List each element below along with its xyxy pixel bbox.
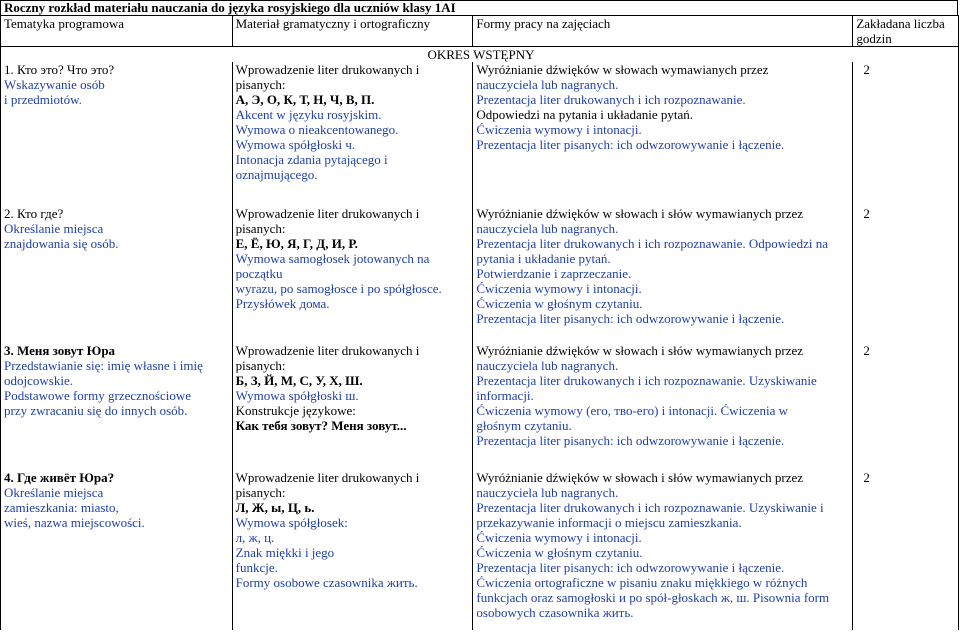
topic-line: wieś, nazwa miejscowości. <box>4 515 145 530</box>
material-line: Wymowa samogłosek jotowanych na <box>235 251 430 266</box>
table-row <box>1 62 959 206</box>
cell-topic <box>1 470 233 630</box>
table-body <box>1 62 959 630</box>
cell-material <box>232 470 473 630</box>
cell-hours: 2 <box>853 62 959 206</box>
material-line: wyrazu, po samogłosce i po spółgłosce. <box>235 281 442 296</box>
material-line: pisanych: <box>235 358 286 373</box>
material-line: Wymowa spółgłoski ч. <box>235 137 356 152</box>
cell-material <box>232 62 473 206</box>
topic-line: Określanie miejsca <box>4 485 104 500</box>
topic-title: 1. Кто это? Что это? <box>4 62 115 77</box>
forms-line: nauczyciela lub nagranych. <box>476 358 619 373</box>
cell-hours: 2 <box>853 470 959 630</box>
material-line: Wprowadzenie liter drukowanych i <box>235 62 420 77</box>
forms-line: przekazywanie informacji o miejscu zamieszkania. <box>476 515 742 530</box>
material-line: funkcje. <box>235 560 278 575</box>
material-line: Л, Ж, ы, Ц, ь. <box>235 500 315 515</box>
forms-line: Ćwiczenia w głośnym czytaniu. <box>476 545 643 560</box>
material-line: А, Э, О, К, Т, Н, Ч, В, П. <box>235 92 375 107</box>
document-title: Roczny rozkład materiału nauczania do języka rosyjskiego dla uczniów klasy 1AI <box>0 0 958 15</box>
topic-title: 4. Где живёт Юра? <box>4 470 115 485</box>
cell-topic <box>1 206 233 343</box>
header-hours: Zakładana liczba godzin <box>853 16 959 47</box>
forms-line: Prezentacja liter drukowanych i ich rozpoznawanie. Odpowiedzi na <box>476 236 828 251</box>
material-line: Przysłówek дома. <box>235 296 330 311</box>
forms-line: Ćwiczenia w głośnym czytaniu. <box>476 296 643 311</box>
forms-line: osobowych czasownika жить. <box>476 605 634 620</box>
material-line: Wymowa spółgłosek: <box>235 515 348 530</box>
material-line: pisanych: <box>235 221 286 236</box>
forms-line: Prezentacja liter pisanych: ich odwzorowywanie i łączenie. <box>476 311 785 326</box>
table-row <box>1 470 959 630</box>
material-line: Wprowadzenie liter drukowanych i <box>235 343 420 358</box>
topic-line: znajdowania się osób. <box>4 236 119 251</box>
cell-topic <box>1 343 233 470</box>
curriculum-table <box>0 15 959 630</box>
material-line: Wymowa spółgłoski ш. <box>235 388 359 403</box>
table-header-row <box>1 16 959 47</box>
header-forms: Formy pracy na zajęciach <box>473 16 853 47</box>
material-line: Wprowadzenie liter drukowanych i <box>235 206 420 221</box>
topic-line: Określanie miejsca <box>4 221 104 236</box>
cell-forms <box>473 206 853 343</box>
forms-line: Ćwiczenia wymowy (его, тво-его) i intonacji. Ćwiczenia w <box>476 403 789 418</box>
forms-line: Prezentacja liter drukowanych i ich rozpoznawanie. <box>476 92 746 107</box>
topic-line: zamieszkania: miasto, <box>4 500 119 515</box>
forms-line: Wyróżnianie dźwięków w słowach i słów wymawianych przez <box>476 206 804 221</box>
forms-line: Prezentacja liter pisanych: ich odwzorowywanie i łączenie. <box>476 560 785 575</box>
material-line: Как тебя зовут? Меня зовут... <box>235 418 407 433</box>
material-line: Akcent w języku rosyjskim. <box>235 107 382 122</box>
forms-line: Ćwiczenia ortograficzne w pisaniu znaku miękkiego w różnych <box>476 575 808 590</box>
forms-line: Prezentacja liter pisanych: ich odwzorowywanie i łączenie. <box>476 433 785 448</box>
forms-line: Ćwiczenia wymowy i intonacji. <box>476 122 642 137</box>
cell-forms <box>473 62 853 206</box>
material-line: Wymowa о nieakcentowanego. <box>235 122 399 137</box>
cell-forms <box>473 470 853 630</box>
forms-line: Wyróżnianie dźwięków w słowach wymawianych przez <box>476 62 769 77</box>
forms-line: informacji. <box>476 388 534 403</box>
forms-line: Prezentacja liter drukowanych i ich rozpoznawanie. Uzyskiwanie i <box>476 500 824 515</box>
section-title: OKRES WSTĘPNY <box>1 47 959 63</box>
material-line: Formy osobowe czasownika жить. <box>235 575 418 590</box>
topic-title: 2. Кто где? <box>4 206 64 221</box>
material-line: Intonacja zdania pytającego i <box>235 152 388 167</box>
material-line: pisanych: <box>235 485 286 500</box>
cell-material <box>232 343 473 470</box>
material-line: л, ж, ц. <box>235 530 275 545</box>
material-line: pisanych: <box>235 77 286 92</box>
forms-line: Ćwiczenia wymowy i intonacji. <box>476 530 642 545</box>
header-material: Materiał gramatyczny i ortograficzny <box>232 16 473 47</box>
topic-line: przy zwracaniu się do innych osób. <box>4 403 188 418</box>
cell-forms <box>473 343 853 470</box>
cell-hours: 2 <box>853 206 959 343</box>
forms-line: nauczyciela lub nagranych. <box>476 485 619 500</box>
forms-line: Wyróżnianie dźwięków w słowach i słów wymawianych przez <box>476 343 804 358</box>
material-line: oznajmującego. <box>235 167 318 182</box>
forms-line: nauczyciela lub nagranych. <box>476 221 619 236</box>
forms-line: głośnym czytaniu. <box>476 418 572 433</box>
topic-line: i przedmiotów. <box>4 92 82 107</box>
cell-material <box>232 206 473 343</box>
table-row <box>1 206 959 343</box>
topic-title: 3. Меня зовут Юра <box>4 343 116 358</box>
forms-line: pytania i układanie pytań. <box>476 251 611 266</box>
material-line: Konstrukcje językowe: <box>235 403 356 418</box>
material-line: Б, З, Й, М, С, У, Х, Ш. <box>235 373 363 388</box>
forms-line: funkcjach oraz samogłoski и po spół-głoskach ж, ш. Pisownia form <box>476 590 830 605</box>
section-row <box>1 47 959 63</box>
forms-line: Potwierdzanie i zaprzeczanie. <box>476 266 632 281</box>
forms-line: nauczyciela lub nagranych. <box>476 77 619 92</box>
forms-line: Odpowiedzi na pytania i układanie pytań. <box>476 107 693 122</box>
topic-line: Przedstawianie się: imię własne i imię <box>4 358 203 373</box>
cell-hours: 2 <box>853 343 959 470</box>
header-topic: Tematyka programowa <box>1 16 233 47</box>
forms-line: Prezentacja liter pisanych: ich odwzorowywanie i łączenie. <box>476 137 785 152</box>
material-line: Е, Ё, Ю, Я, Г, Д, И, Р. <box>235 236 358 251</box>
forms-line: Wyróżnianie dźwięków w słowach i słów wymawianych przez <box>476 470 804 485</box>
topic-line: odojcowskie. <box>4 373 73 388</box>
table-row <box>1 343 959 470</box>
material-line: Wprowadzenie liter drukowanych i <box>235 470 420 485</box>
forms-line: Prezentacja liter drukowanych i ich rozpoznawanie. Uzyskiwanie <box>476 373 817 388</box>
topic-line: Podstawowe formy grzecznościowe <box>4 388 191 403</box>
material-line: Znak miękki i jego <box>235 545 335 560</box>
topic-line: Wskazywanie osób <box>4 77 105 92</box>
forms-line: Ćwiczenia wymowy i intonacji. <box>476 281 642 296</box>
cell-topic <box>1 62 233 206</box>
material-line: początku <box>235 266 283 281</box>
